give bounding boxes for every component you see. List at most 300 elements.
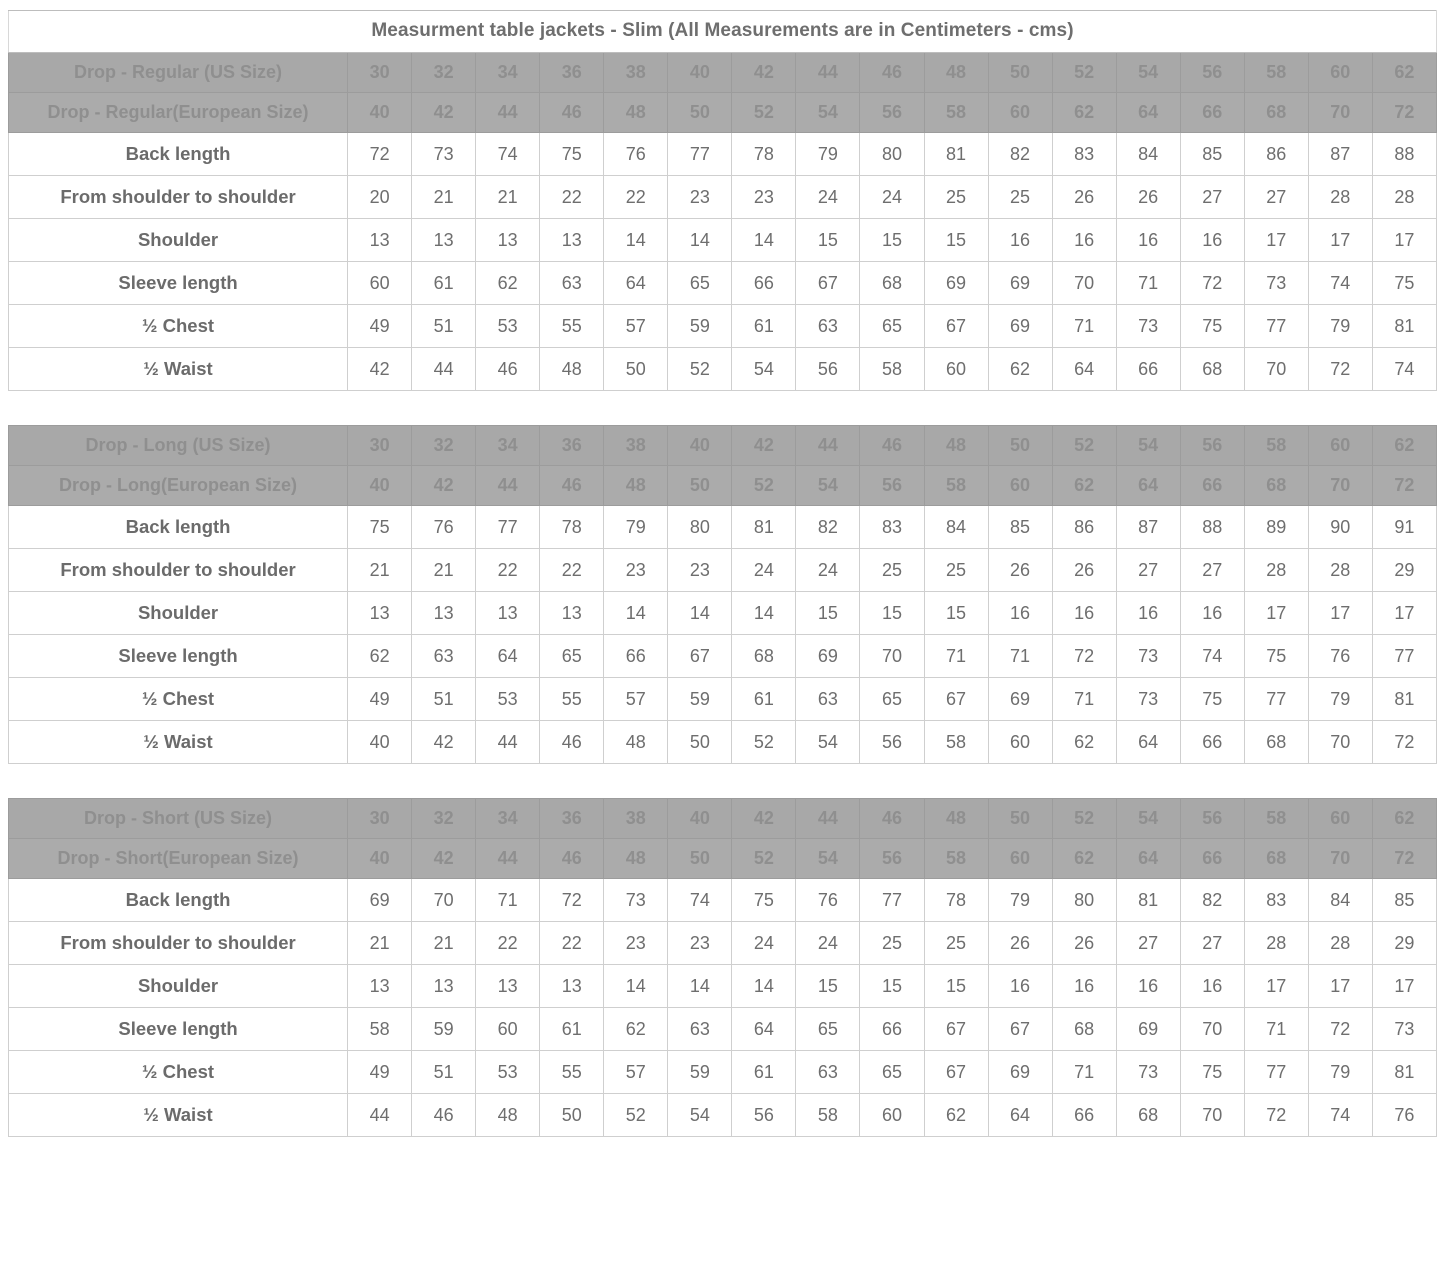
measurement-cell: 65 — [796, 1008, 860, 1051]
measurement-cell: 66 — [1116, 348, 1180, 391]
measurement-cell: 24 — [796, 549, 860, 592]
measurement-cell: 68 — [1180, 348, 1244, 391]
header-label-us-regular: Drop - Regular (US Size) — [9, 53, 348, 93]
measurement-cell: 13 — [476, 592, 540, 635]
header-cell-eu-size: 56 — [860, 466, 924, 506]
header-cell-us-size: 40 — [668, 53, 732, 93]
header-cell-eu-size: 60 — [988, 839, 1052, 879]
header-cell-us-size: 52 — [1052, 53, 1116, 93]
measurement-cell: 23 — [668, 549, 732, 592]
table-row — [9, 922, 1437, 965]
measurement-cell: 79 — [1308, 1051, 1372, 1094]
header-row-eu-short — [9, 839, 1437, 879]
measurement-cell: 16 — [1116, 219, 1180, 262]
measurement-cell: 82 — [796, 506, 860, 549]
measurement-cell: 46 — [412, 1094, 476, 1137]
measurement-cell: 17 — [1308, 592, 1372, 635]
measurement-cell: 67 — [924, 678, 988, 721]
measurement-cell: 25 — [860, 922, 924, 965]
measurement-cell: 46 — [540, 721, 604, 764]
measurement-cell: 46 — [476, 348, 540, 391]
row-label: ½ Chest — [9, 1051, 348, 1094]
measurement-cell: 80 — [668, 506, 732, 549]
measurement-cell: 58 — [860, 348, 924, 391]
measurement-cell: 85 — [1180, 133, 1244, 176]
measurement-cell: 29 — [1372, 549, 1436, 592]
row-label: ½ Waist — [9, 1094, 348, 1137]
measurement-cell: 61 — [540, 1008, 604, 1051]
measurement-cell: 13 — [412, 592, 476, 635]
measurement-cell: 54 — [668, 1094, 732, 1137]
header-cell-us-size: 50 — [988, 53, 1052, 93]
measurement-cell: 27 — [1116, 549, 1180, 592]
measurement-cell: 76 — [796, 879, 860, 922]
header-label-us-short: Drop - Short (US Size) — [9, 799, 348, 839]
measurement-cell: 63 — [796, 305, 860, 348]
measurement-cell: 13 — [412, 219, 476, 262]
header-cell-eu-size: 56 — [860, 839, 924, 879]
measurement-cell: 26 — [1052, 176, 1116, 219]
chart-title-row — [9, 11, 1437, 53]
measurement-cell: 77 — [668, 133, 732, 176]
measurement-cell: 59 — [668, 678, 732, 721]
measurement-cell: 79 — [1308, 678, 1372, 721]
measurement-cell: 87 — [1308, 133, 1372, 176]
measurement-cell: 72 — [348, 133, 412, 176]
measurement-cell: 67 — [924, 1051, 988, 1094]
table-row — [9, 133, 1437, 176]
header-cell-eu-size: 62 — [1052, 93, 1116, 133]
measurement-cell: 83 — [860, 506, 924, 549]
measurement-cell: 22 — [540, 176, 604, 219]
header-label-eu-regular: Drop - Regular(European Size) — [9, 93, 348, 133]
header-cell-us-size: 32 — [412, 426, 476, 466]
header-cell-us-size: 62 — [1372, 53, 1436, 93]
measurement-cell: 65 — [860, 305, 924, 348]
header-cell-eu-size: 48 — [604, 466, 668, 506]
measurement-cell: 77 — [1244, 305, 1308, 348]
measurement-cell: 70 — [1180, 1094, 1244, 1137]
header-cell-eu-size: 44 — [476, 839, 540, 879]
section-spacer — [9, 391, 1437, 426]
measurement-cell: 16 — [1052, 592, 1116, 635]
row-label: From shoulder to shoulder — [9, 176, 348, 219]
measurement-cell: 17 — [1308, 965, 1372, 1008]
measurement-cell: 60 — [348, 262, 412, 305]
measurement-cell: 73 — [1116, 635, 1180, 678]
header-cell-eu-size: 54 — [796, 839, 860, 879]
measurement-cell: 49 — [348, 305, 412, 348]
header-cell-us-size: 44 — [796, 426, 860, 466]
table-row — [9, 176, 1437, 219]
measurement-cell: 44 — [348, 1094, 412, 1137]
header-cell-us-size: 54 — [1116, 799, 1180, 839]
measurement-cell: 25 — [860, 549, 924, 592]
measurement-cell: 77 — [1244, 678, 1308, 721]
measurement-cell: 14 — [668, 592, 732, 635]
measurement-cell: 88 — [1372, 133, 1436, 176]
measurement-cell: 63 — [412, 635, 476, 678]
measurement-cell: 76 — [604, 133, 668, 176]
measurement-cell: 22 — [540, 922, 604, 965]
measurement-cell: 66 — [1052, 1094, 1116, 1137]
measurement-cell: 69 — [988, 1051, 1052, 1094]
measurement-cell: 60 — [860, 1094, 924, 1137]
header-cell-us-size: 36 — [540, 426, 604, 466]
measurement-cell: 82 — [1180, 879, 1244, 922]
measurement-cell: 51 — [412, 305, 476, 348]
measurement-cell: 62 — [476, 262, 540, 305]
row-label: Back length — [9, 133, 348, 176]
measurement-cell: 13 — [540, 219, 604, 262]
header-cell-us-size: 46 — [860, 799, 924, 839]
measurement-cell: 28 — [1308, 549, 1372, 592]
header-cell-eu-size: 66 — [1180, 839, 1244, 879]
row-label: Sleeve length — [9, 1008, 348, 1051]
table-row — [9, 965, 1437, 1008]
header-cell-us-size: 48 — [924, 426, 988, 466]
measurement-cell: 26 — [1052, 549, 1116, 592]
measurement-cell: 71 — [1052, 678, 1116, 721]
measurement-cell: 64 — [1116, 721, 1180, 764]
measurement-cell: 54 — [732, 348, 796, 391]
measurement-cell: 48 — [540, 348, 604, 391]
measurement-cell: 68 — [1244, 721, 1308, 764]
table-row — [9, 1008, 1437, 1051]
measurement-cell: 72 — [1308, 348, 1372, 391]
measurement-cell: 24 — [732, 922, 796, 965]
header-cell-eu-size: 66 — [1180, 466, 1244, 506]
header-cell-eu-size: 50 — [668, 466, 732, 506]
measurement-cell: 25 — [924, 549, 988, 592]
measurement-cell: 71 — [1244, 1008, 1308, 1051]
row-label: Sleeve length — [9, 635, 348, 678]
row-label: ½ Waist — [9, 721, 348, 764]
table-row — [9, 305, 1437, 348]
measurement-cell: 67 — [924, 305, 988, 348]
measurement-cell: 72 — [1244, 1094, 1308, 1137]
measurement-cell: 80 — [1052, 879, 1116, 922]
measurement-cell: 61 — [732, 1051, 796, 1094]
measurement-cell: 27 — [1180, 922, 1244, 965]
measurement-cell: 60 — [476, 1008, 540, 1051]
header-row-us-regular — [9, 53, 1437, 93]
header-cell-eu-size: 66 — [1180, 93, 1244, 133]
measurement-cell: 73 — [1372, 1008, 1436, 1051]
measurement-cell: 17 — [1244, 219, 1308, 262]
measurement-cell: 16 — [988, 592, 1052, 635]
measurement-cell: 50 — [540, 1094, 604, 1137]
header-label-us-long: Drop - Long (US Size) — [9, 426, 348, 466]
table-row — [9, 1094, 1437, 1137]
measurement-cell: 69 — [1116, 1008, 1180, 1051]
measurement-cell: 72 — [1180, 262, 1244, 305]
measurement-cell: 44 — [412, 348, 476, 391]
measurement-cell: 52 — [668, 348, 732, 391]
measurement-cell: 65 — [668, 262, 732, 305]
row-label: Sleeve length — [9, 262, 348, 305]
measurement-cell: 67 — [988, 1008, 1052, 1051]
measurement-cell: 76 — [1372, 1094, 1436, 1137]
header-cell-eu-size: 68 — [1244, 466, 1308, 506]
measurement-cell: 69 — [988, 262, 1052, 305]
measurement-cell: 91 — [1372, 506, 1436, 549]
header-cell-us-size: 56 — [1180, 799, 1244, 839]
measurement-cell: 60 — [988, 721, 1052, 764]
table-row — [9, 678, 1437, 721]
table-row — [9, 549, 1437, 592]
measurement-cell: 53 — [476, 305, 540, 348]
measurement-cell: 28 — [1308, 922, 1372, 965]
header-cell-us-size: 44 — [796, 799, 860, 839]
measurement-cell: 83 — [1052, 133, 1116, 176]
measurement-cell: 81 — [732, 506, 796, 549]
measurement-cell: 17 — [1308, 219, 1372, 262]
measurement-cell: 75 — [1244, 635, 1308, 678]
measurement-cell: 66 — [604, 635, 668, 678]
measurement-cell: 61 — [412, 262, 476, 305]
header-cell-us-size: 36 — [540, 799, 604, 839]
header-cell-us-size: 48 — [924, 53, 988, 93]
measurement-cell: 13 — [348, 965, 412, 1008]
header-cell-eu-size: 40 — [348, 466, 412, 506]
measurement-cell: 70 — [1308, 721, 1372, 764]
header-cell-eu-size: 64 — [1116, 839, 1180, 879]
measurement-cell: 79 — [796, 133, 860, 176]
header-cell-eu-size: 60 — [988, 466, 1052, 506]
measurement-cell: 70 — [1052, 262, 1116, 305]
header-cell-eu-size: 46 — [540, 839, 604, 879]
header-cell-eu-size: 52 — [732, 93, 796, 133]
measurement-cell: 14 — [732, 219, 796, 262]
measurement-cell: 86 — [1052, 506, 1116, 549]
header-cell-us-size: 40 — [668, 426, 732, 466]
header-cell-us-size: 32 — [412, 799, 476, 839]
measurement-cell: 52 — [732, 721, 796, 764]
header-cell-us-size: 30 — [348, 53, 412, 93]
measurement-cell: 75 — [1180, 1051, 1244, 1094]
measurement-cell: 69 — [796, 635, 860, 678]
measurement-cell: 77 — [1244, 1051, 1308, 1094]
measurement-cell: 16 — [1052, 965, 1116, 1008]
measurement-cell: 15 — [860, 965, 924, 1008]
measurement-cell: 66 — [1180, 721, 1244, 764]
measurement-cell: 14 — [732, 592, 796, 635]
measurement-cell: 65 — [860, 1051, 924, 1094]
table-row — [9, 262, 1437, 305]
measurement-cell: 65 — [540, 635, 604, 678]
measurement-cell: 24 — [796, 922, 860, 965]
measurement-cell: 62 — [924, 1094, 988, 1137]
measurement-cell: 28 — [1308, 176, 1372, 219]
measurement-cell: 50 — [668, 721, 732, 764]
header-cell-eu-size: 62 — [1052, 839, 1116, 879]
measurement-cell: 79 — [604, 506, 668, 549]
header-cell-us-size: 60 — [1308, 53, 1372, 93]
measurement-cell: 13 — [476, 219, 540, 262]
measurement-cell: 67 — [924, 1008, 988, 1051]
measurement-cell: 72 — [1372, 721, 1436, 764]
measurement-cell: 65 — [860, 678, 924, 721]
measurement-cell: 80 — [860, 133, 924, 176]
measurement-cell: 49 — [348, 678, 412, 721]
measurement-cell: 72 — [1052, 635, 1116, 678]
measurement-cell: 23 — [604, 922, 668, 965]
measurement-cell: 15 — [796, 965, 860, 1008]
measurement-cell: 21 — [476, 176, 540, 219]
header-cell-eu-size: 70 — [1308, 466, 1372, 506]
header-cell-eu-size: 40 — [348, 93, 412, 133]
measurement-cell: 79 — [1308, 305, 1372, 348]
header-cell-eu-size: 50 — [668, 93, 732, 133]
measurement-cell: 77 — [1372, 635, 1436, 678]
measurement-cell: 14 — [668, 219, 732, 262]
row-label: Shoulder — [9, 965, 348, 1008]
measurement-cell: 27 — [1244, 176, 1308, 219]
header-cell-eu-size: 50 — [668, 839, 732, 879]
measurement-cell: 17 — [1244, 592, 1308, 635]
measurement-cell: 61 — [732, 678, 796, 721]
measurement-table — [8, 10, 1437, 1137]
header-cell-eu-size: 70 — [1308, 839, 1372, 879]
measurement-cell: 63 — [668, 1008, 732, 1051]
header-cell-eu-size: 42 — [412, 93, 476, 133]
measurement-cell: 22 — [604, 176, 668, 219]
measurement-cell: 16 — [1180, 219, 1244, 262]
header-cell-eu-size: 48 — [604, 93, 668, 133]
measurement-cell: 69 — [988, 678, 1052, 721]
measurement-cell: 81 — [1116, 879, 1180, 922]
measurement-cell: 77 — [860, 879, 924, 922]
header-cell-us-size: 52 — [1052, 426, 1116, 466]
measurement-cell: 14 — [604, 965, 668, 1008]
header-row-eu-regular — [9, 93, 1437, 133]
header-cell-eu-size: 46 — [540, 466, 604, 506]
measurement-cell: 17 — [1372, 965, 1436, 1008]
measurement-cell: 52 — [604, 1094, 668, 1137]
measurement-cell: 23 — [668, 176, 732, 219]
measurement-cell: 89 — [1244, 506, 1308, 549]
measurement-cell: 51 — [412, 1051, 476, 1094]
table-row — [9, 348, 1437, 391]
measurement-cell: 14 — [732, 965, 796, 1008]
header-cell-us-size: 58 — [1244, 53, 1308, 93]
table-row — [9, 879, 1437, 922]
measurement-cell: 70 — [860, 635, 924, 678]
table-row — [9, 721, 1437, 764]
table-row — [9, 506, 1437, 549]
measurement-cell: 84 — [1308, 879, 1372, 922]
measurement-cell: 88 — [1180, 506, 1244, 549]
measurement-cell: 67 — [668, 635, 732, 678]
measurement-cell: 73 — [604, 879, 668, 922]
measurement-cell: 75 — [348, 506, 412, 549]
header-cell-eu-size: 54 — [796, 466, 860, 506]
measurement-cell: 17 — [1372, 219, 1436, 262]
measurement-cell: 49 — [348, 1051, 412, 1094]
header-label-eu-long: Drop - Long(European Size) — [9, 466, 348, 506]
header-cell-eu-size: 58 — [924, 93, 988, 133]
measurement-cell: 87 — [1116, 506, 1180, 549]
header-cell-eu-size: 42 — [412, 466, 476, 506]
table-row — [9, 1051, 1437, 1094]
measurement-cell: 72 — [540, 879, 604, 922]
header-cell-us-size: 40 — [668, 799, 732, 839]
measurement-cell: 22 — [540, 549, 604, 592]
measurement-cell: 59 — [668, 305, 732, 348]
measurement-cell: 26 — [988, 549, 1052, 592]
measurement-cell: 69 — [924, 262, 988, 305]
measurement-cell: 63 — [796, 1051, 860, 1094]
header-cell-eu-size: 52 — [732, 466, 796, 506]
measurement-cell: 13 — [348, 219, 412, 262]
measurement-cell: 55 — [540, 305, 604, 348]
measurement-cell: 22 — [476, 922, 540, 965]
row-label: From shoulder to shoulder — [9, 922, 348, 965]
measurement-cell: 16 — [1180, 592, 1244, 635]
header-row-eu-long — [9, 466, 1437, 506]
measurement-cell: 75 — [1180, 678, 1244, 721]
measurement-cell: 16 — [988, 965, 1052, 1008]
measurement-cell: 26 — [1116, 176, 1180, 219]
measurement-cell: 64 — [476, 635, 540, 678]
measurement-cell: 21 — [412, 549, 476, 592]
measurement-cell: 84 — [924, 506, 988, 549]
header-cell-eu-size: 58 — [924, 839, 988, 879]
table-row — [9, 592, 1437, 635]
measurement-cell: 83 — [1244, 879, 1308, 922]
header-cell-us-size: 52 — [1052, 799, 1116, 839]
measurement-cell: 25 — [988, 176, 1052, 219]
header-cell-eu-size: 68 — [1244, 839, 1308, 879]
measurement-cell: 66 — [860, 1008, 924, 1051]
measurement-cell: 74 — [1308, 1094, 1372, 1137]
header-cell-eu-size: 72 — [1372, 93, 1436, 133]
measurement-cell: 16 — [1116, 592, 1180, 635]
header-cell-eu-size: 54 — [796, 93, 860, 133]
measurement-cell: 15 — [796, 219, 860, 262]
header-cell-us-size: 62 — [1372, 799, 1436, 839]
measurement-cell: 69 — [988, 305, 1052, 348]
measurement-cell: 70 — [1244, 348, 1308, 391]
measurement-cell: 24 — [796, 176, 860, 219]
measurement-cell: 16 — [1052, 219, 1116, 262]
header-row-us-long — [9, 426, 1437, 466]
measurement-cell: 15 — [860, 219, 924, 262]
measurement-cell: 68 — [860, 262, 924, 305]
measurement-cell: 24 — [860, 176, 924, 219]
row-label: ½ Chest — [9, 305, 348, 348]
header-cell-eu-size: 44 — [476, 466, 540, 506]
measurement-cell: 59 — [412, 1008, 476, 1051]
header-cell-eu-size: 44 — [476, 93, 540, 133]
header-cell-us-size: 30 — [348, 426, 412, 466]
header-cell-us-size: 36 — [540, 53, 604, 93]
measurement-cell: 25 — [924, 176, 988, 219]
header-cell-eu-size: 60 — [988, 93, 1052, 133]
header-cell-us-size: 62 — [1372, 426, 1436, 466]
measurement-cell: 76 — [412, 506, 476, 549]
measurement-cell: 66 — [732, 262, 796, 305]
measurement-cell: 17 — [1372, 592, 1436, 635]
measurement-cell: 78 — [924, 879, 988, 922]
header-cell-us-size: 46 — [860, 53, 924, 93]
measurement-cell: 28 — [1372, 176, 1436, 219]
section-spacer — [9, 764, 1437, 799]
measurement-cell: 90 — [1308, 506, 1372, 549]
header-cell-us-size: 56 — [1180, 53, 1244, 93]
row-label: ½ Waist — [9, 348, 348, 391]
